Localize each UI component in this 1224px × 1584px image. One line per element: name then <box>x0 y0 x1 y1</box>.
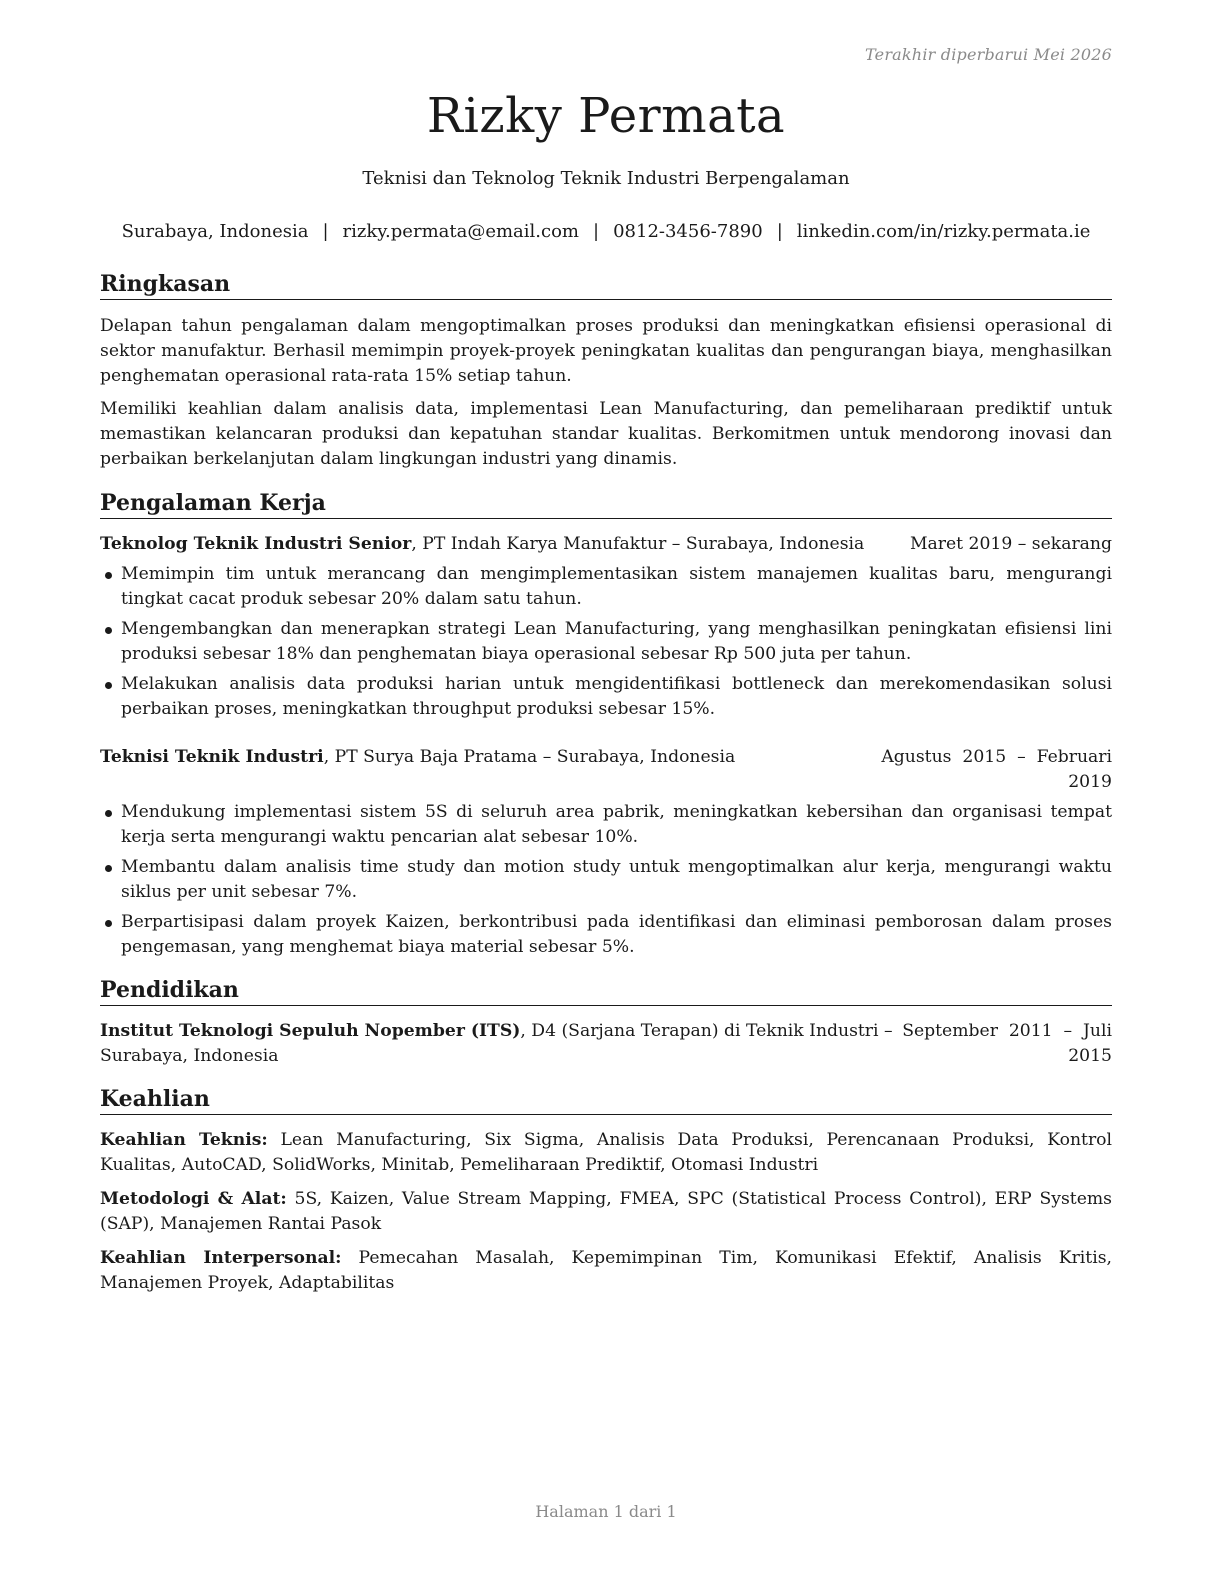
job-title-line <box>100 532 864 557</box>
summary-paragraph: Delapan tahun pengalaman dalam mengoptimalkan proses produksi dan meningkatkan efisiensi operasional di sektor manufaktur. Berhasil memimpin proyek-proyek peningkatan kualitas dan pengurangan biaya, menghasilkan penghematan operasional rata-rata 15% setiap tahun. <box>100 316 1112 386</box>
summary-paragraph: Memiliki keahlian dalam analisis data, implementasi Lean Manufacturing, dan pemeliharaan prediktif untuk memastikan kelancaran produksi dan kepatuhan standar kualitas. Berkomitmen untuk mendorong inovasi dan perbaikan berkelanjutan dalam lingkungan industri yang dinamis. <box>100 399 1112 469</box>
contact-separator: | <box>776 221 783 242</box>
job-role: Teknisi Teknik Industri <box>100 747 324 767</box>
skill-group-label: Keahlian Interpersonal: <box>100 1248 342 1268</box>
education-institution: Institut Teknologi Sepuluh Nopember (ITS) <box>100 1021 521 1041</box>
contact-separator: | <box>593 221 600 242</box>
contact-line <box>100 219 1112 245</box>
job-dates <box>881 745 1112 795</box>
contact-location: Surabaya, Indonesia <box>121 221 309 242</box>
job-header <box>100 532 1112 557</box>
job-title-line <box>100 745 735 770</box>
job-dates-line: 2019 <box>1068 772 1112 792</box>
skill-group-label: Keahlian Teknis: <box>100 1130 268 1150</box>
job-company: , PT Surya Baja Pratama – Surabaya, Indonesia <box>323 747 736 767</box>
candidate-name: Rizky Permata <box>426 88 786 144</box>
job-dates: Maret 2019 – sekarang <box>909 534 1112 554</box>
skill-group <box>100 1128 1112 1178</box>
candidate-tagline: Teknisi dan Teknolog Teknik Industri Berpengalaman <box>362 168 850 189</box>
education-dates-line: 2015 <box>1068 1046 1112 1066</box>
education-line <box>100 1019 893 1069</box>
contact-separator: | <box>322 221 329 242</box>
education-location: Surabaya, Indonesia <box>100 1046 279 1066</box>
last-updated-note: Terakhir diperbarui Mei 2026 <box>865 45 1112 64</box>
section-heading-summary: Ringkasan <box>100 270 1112 300</box>
job-bullet: Mendukung implementasi sistem 5S di seluruh area pabrik, meningkatkan kebersihan dan organisasi tempat kerja serta mengurangi waktu pencarian alat sebesar 10%. <box>100 800 1112 850</box>
contact-email[interactable]: rizky.permata@email.com <box>342 221 580 242</box>
education-dates-line: September 2011 – Juli <box>902 1021 1112 1041</box>
job-company: , PT Indah Karya Manufaktur – Surabaya, Indonesia <box>411 534 865 554</box>
job-dates-line: Agustus 2015 – Februari <box>881 747 1112 767</box>
resume-page <box>100 0 1112 1584</box>
skill-group <box>100 1187 1112 1237</box>
job-bullets <box>100 562 1112 727</box>
job-bullet: Memimpin tim untuk merancang dan mengimplementasikan sistem manajemen kualitas baru, mengurangi tingkat cacat produk sebesar 20% dalam satu tahun. <box>100 562 1112 612</box>
job-bullet: Mengembangkan dan menerapkan strategi Lean Manufacturing, yang menghasilkan peningkatan efisiensi lini produksi sebesar 18% dan penghematan biaya operasional sebesar Rp 500 juta per tahun. <box>100 617 1112 667</box>
job-bullet: Membantu dalam analisis time study dan motion study untuk mengoptimalkan alur kerja, mengurangi waktu siklus per unit sebesar 7%. <box>100 855 1112 905</box>
job-role: Teknolog Teknik Industri Senior <box>100 534 412 554</box>
section-heading-education: Pendidikan <box>100 976 1112 1006</box>
contact-phone: 0812-3456-7890 <box>613 221 763 242</box>
education-degree: , D4 (Sarjana Terapan) di Teknik Industri – <box>520 1021 893 1041</box>
section-heading-experience: Pengalaman Kerja <box>100 489 1112 519</box>
skill-group-items: Lean Manufacturing, Six Sigma, Analisis Data Produksi, Perencanaan Produksi, Kontrol Kualitas, AutoCAD, SolidWorks, Minitab, Pemeliharaan Prediktif, Otomasi Industri <box>100 1130 1113 1175</box>
education-dates <box>902 1019 1112 1069</box>
section-heading-skills: Keahlian <box>100 1085 1112 1115</box>
summary-body <box>100 314 1112 472</box>
skill-group <box>100 1246 1112 1296</box>
skill-group-label: Metodologi & Alat: <box>100 1189 287 1209</box>
skill-group-items: 5S, Kaizen, Value Stream Mapping, FMEA, SPC (Statistical Process Control), ERP Systems (SAP), Manajemen Rantai Pasok <box>100 1189 1112 1234</box>
job-bullets <box>100 800 1112 965</box>
contact-linkedin[interactable]: linkedin.com/in/rizky.permata.ie <box>796 221 1091 242</box>
education-entry <box>100 1019 1112 1069</box>
job-bullet: Melakukan analisis data produksi harian untuk mengidentifikasi bottleneck dan merekomendasikan solusi perbaikan proses, meningkatkan throughput produksi sebesar 15%. <box>100 672 1112 722</box>
skill-group-items: Pemecahan Masalah, Kepemimpinan Tim, Komunikasi Efektif, Analisis Kritis, Manajemen Proyek, Adaptabilitas <box>100 1248 1112 1293</box>
job-bullet: Berpartisipasi dalam proyek Kaizen, berkontribusi pada identifikasi dan eliminasi pemborosan dalam proses pengemasan, yang menghemat biaya material sebesar 5%. <box>100 910 1112 960</box>
page-number: Halaman 1 dari 1 <box>535 1502 677 1521</box>
job-header <box>100 745 1112 795</box>
